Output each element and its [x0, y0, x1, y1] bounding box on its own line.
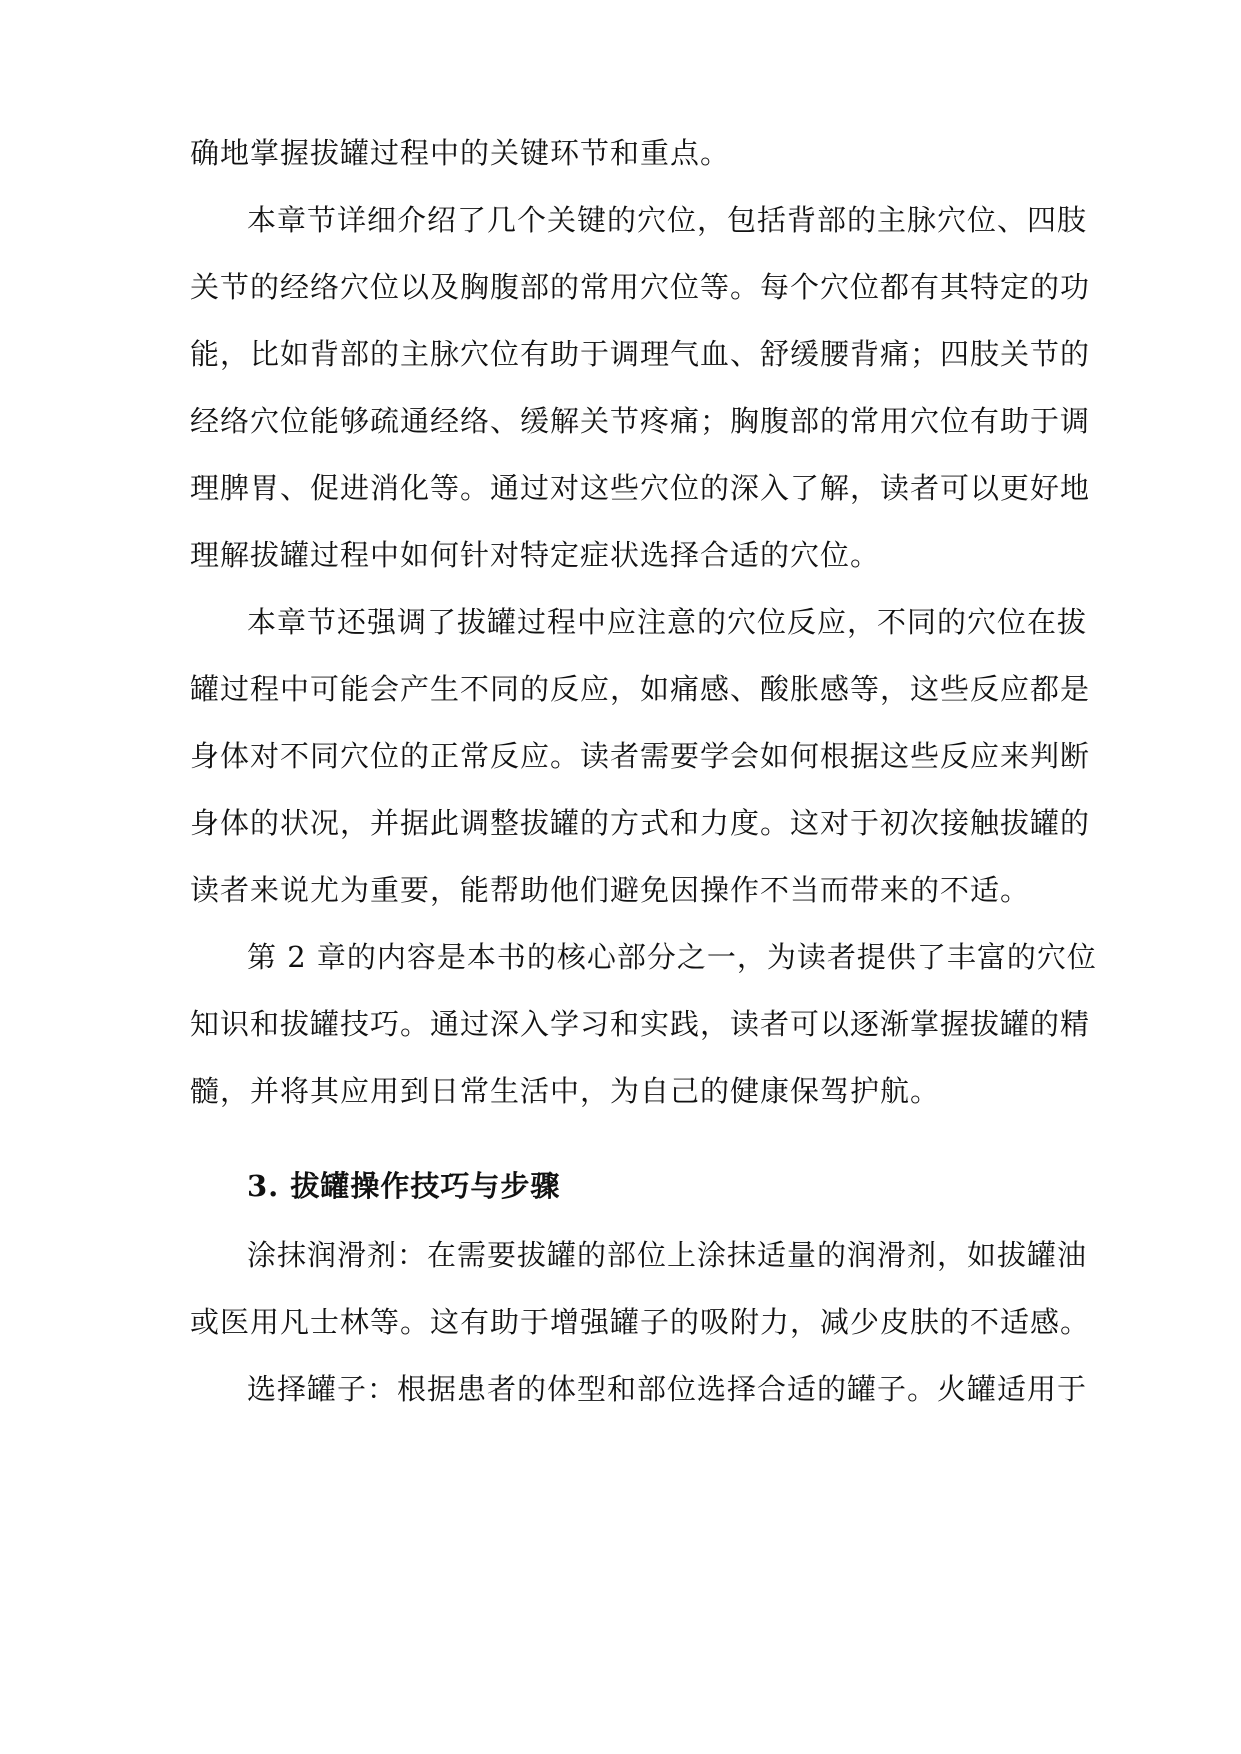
text-line: 本章节还强调了拔罐过程中应注意的穴位反应，不同的穴位在拔 — [247, 605, 1088, 639]
text-line: 选择罐子：根据患者的体型和部位选择合适的罐子。火罐适用于 — [247, 1372, 1088, 1406]
text-line: 能，比如背部的主脉穴位有助于调理气血、舒缓腰背痛；四肢关节的 — [190, 337, 1091, 371]
section-heading: 3. 拔罐操作技巧与步骤 — [247, 1169, 561, 1203]
text-line: 身体的状况，并据此调整拔罐的方式和力度。这对于初次接触拔罐的 — [190, 806, 1091, 840]
text-line: 涂抹润滑剂：在需要拔罐的部位上涂抹适量的润滑剂，如拔罐油 — [247, 1238, 1088, 1272]
text-line: 身体对不同穴位的正常反应。读者需要学会如何根据这些反应来判断 — [190, 739, 1091, 773]
text-line: 关节的经络穴位以及胸腹部的常用穴位等。每个穴位都有其特定的功 — [190, 270, 1091, 304]
text-line: 罐过程中可能会产生不同的反应，如痛感、酸胀感等，这些反应都是 — [190, 672, 1091, 706]
text-line: 确地掌握拔罐过程中的关键环节和重点。 — [190, 136, 731, 170]
text-line: 本章节详细介绍了几个关键的穴位，包括背部的主脉穴位、四肢 — [247, 203, 1088, 237]
text-line: 理解拔罐过程中如何针对特定症状选择合适的穴位。 — [190, 538, 881, 572]
text-line: 理脾胃、促进消化等。通过对这些穴位的深入了解，读者可以更好地 — [190, 471, 1091, 505]
text-line: 经络穴位能够疏通经络、缓解关节疼痛；胸腹部的常用穴位有助于调 — [190, 404, 1091, 438]
text-line: 髓，并将其应用到日常生活中，为自己的健康保驾护航。 — [190, 1074, 941, 1108]
text-line: 第 2 章的内容是本书的核心部分之一，为读者提供了丰富的穴位 — [247, 940, 1097, 974]
text-line: 知识和拔罐技巧。通过深入学习和实践，读者可以逐渐掌握拔罐的精 — [190, 1007, 1091, 1041]
text-line: 读者来说尤为重要，能帮助他们避免因操作不当而带来的不适。 — [190, 873, 1031, 907]
text-line: 或医用凡士林等。这有助于增强罐子的吸附力，减少皮肤的不适感。 — [190, 1305, 1091, 1339]
